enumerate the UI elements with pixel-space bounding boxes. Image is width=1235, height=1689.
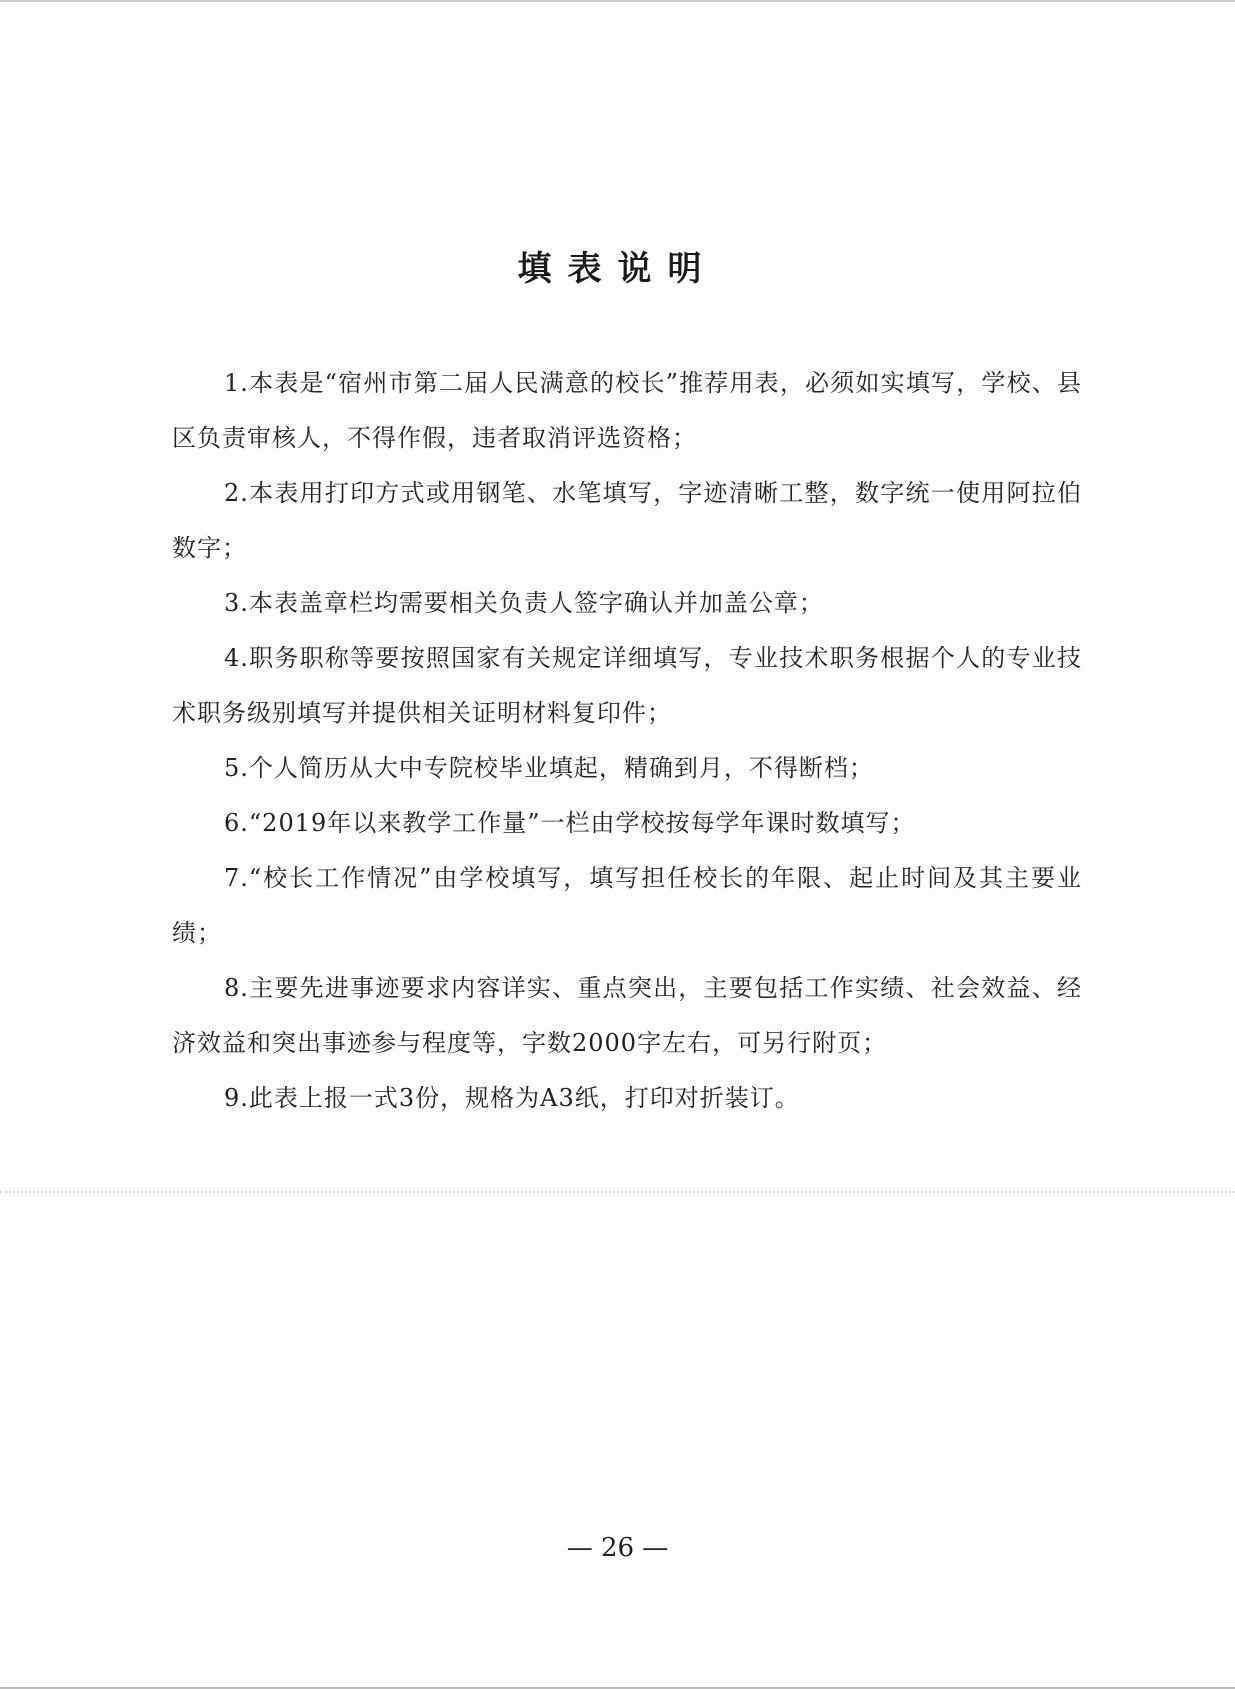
instruction-item-9: 9.此表上报一式3份，规格为A3纸，打印对折装订。 [224,1084,800,1112]
instruction-item-3: 3.本表盖章栏均需要相关负责人签字确认并加盖公章； [224,589,824,617]
page-title: 填表说明 [517,248,718,289]
instruction-item-1: 1.本表是“宿州市第二届人民满意的校长”推荐用表，必须如实填写，学校、县区负责审核人，不得作假，违者取消评选资格； [172,369,1082,452]
instruction-item-4: 4.职务职称等要按照国家有关规定详细填写，专业技术职务根据个人的专业技术职务级别填写并提供相关证明材料复印件； [172,644,1082,727]
instruction-item-5: 5.个人简历从大中专院校毕业填起，精确到月，不得断档； [224,754,874,782]
scan-fold-line [0,1191,1235,1193]
instruction-item-8: 8.主要先进事迹要求内容详实、重点突出，主要包括工作实绩、社会效益、经济效益和突出事迹参与程度等，字数2000字左右，可另行附页； [172,974,1082,1057]
instruction-item-2: 2.本表用打印方式或用钢笔、水笔填写，字迹清晰工整，数字统一使用阿拉伯数字； [172,479,1082,562]
instruction-item-7: 7.“校长工作情况”由学校填写，填写担任校长的年限、起止时间及其主要业绩； [172,864,1082,947]
instruction-item-6: 6.“2019年以来教学工作量”一栏由学校按每学年课时数填写； [224,809,916,837]
page-number: — 26 — [566,1533,669,1563]
top-border [0,0,1235,2]
instructions-list [172,356,1082,1126]
